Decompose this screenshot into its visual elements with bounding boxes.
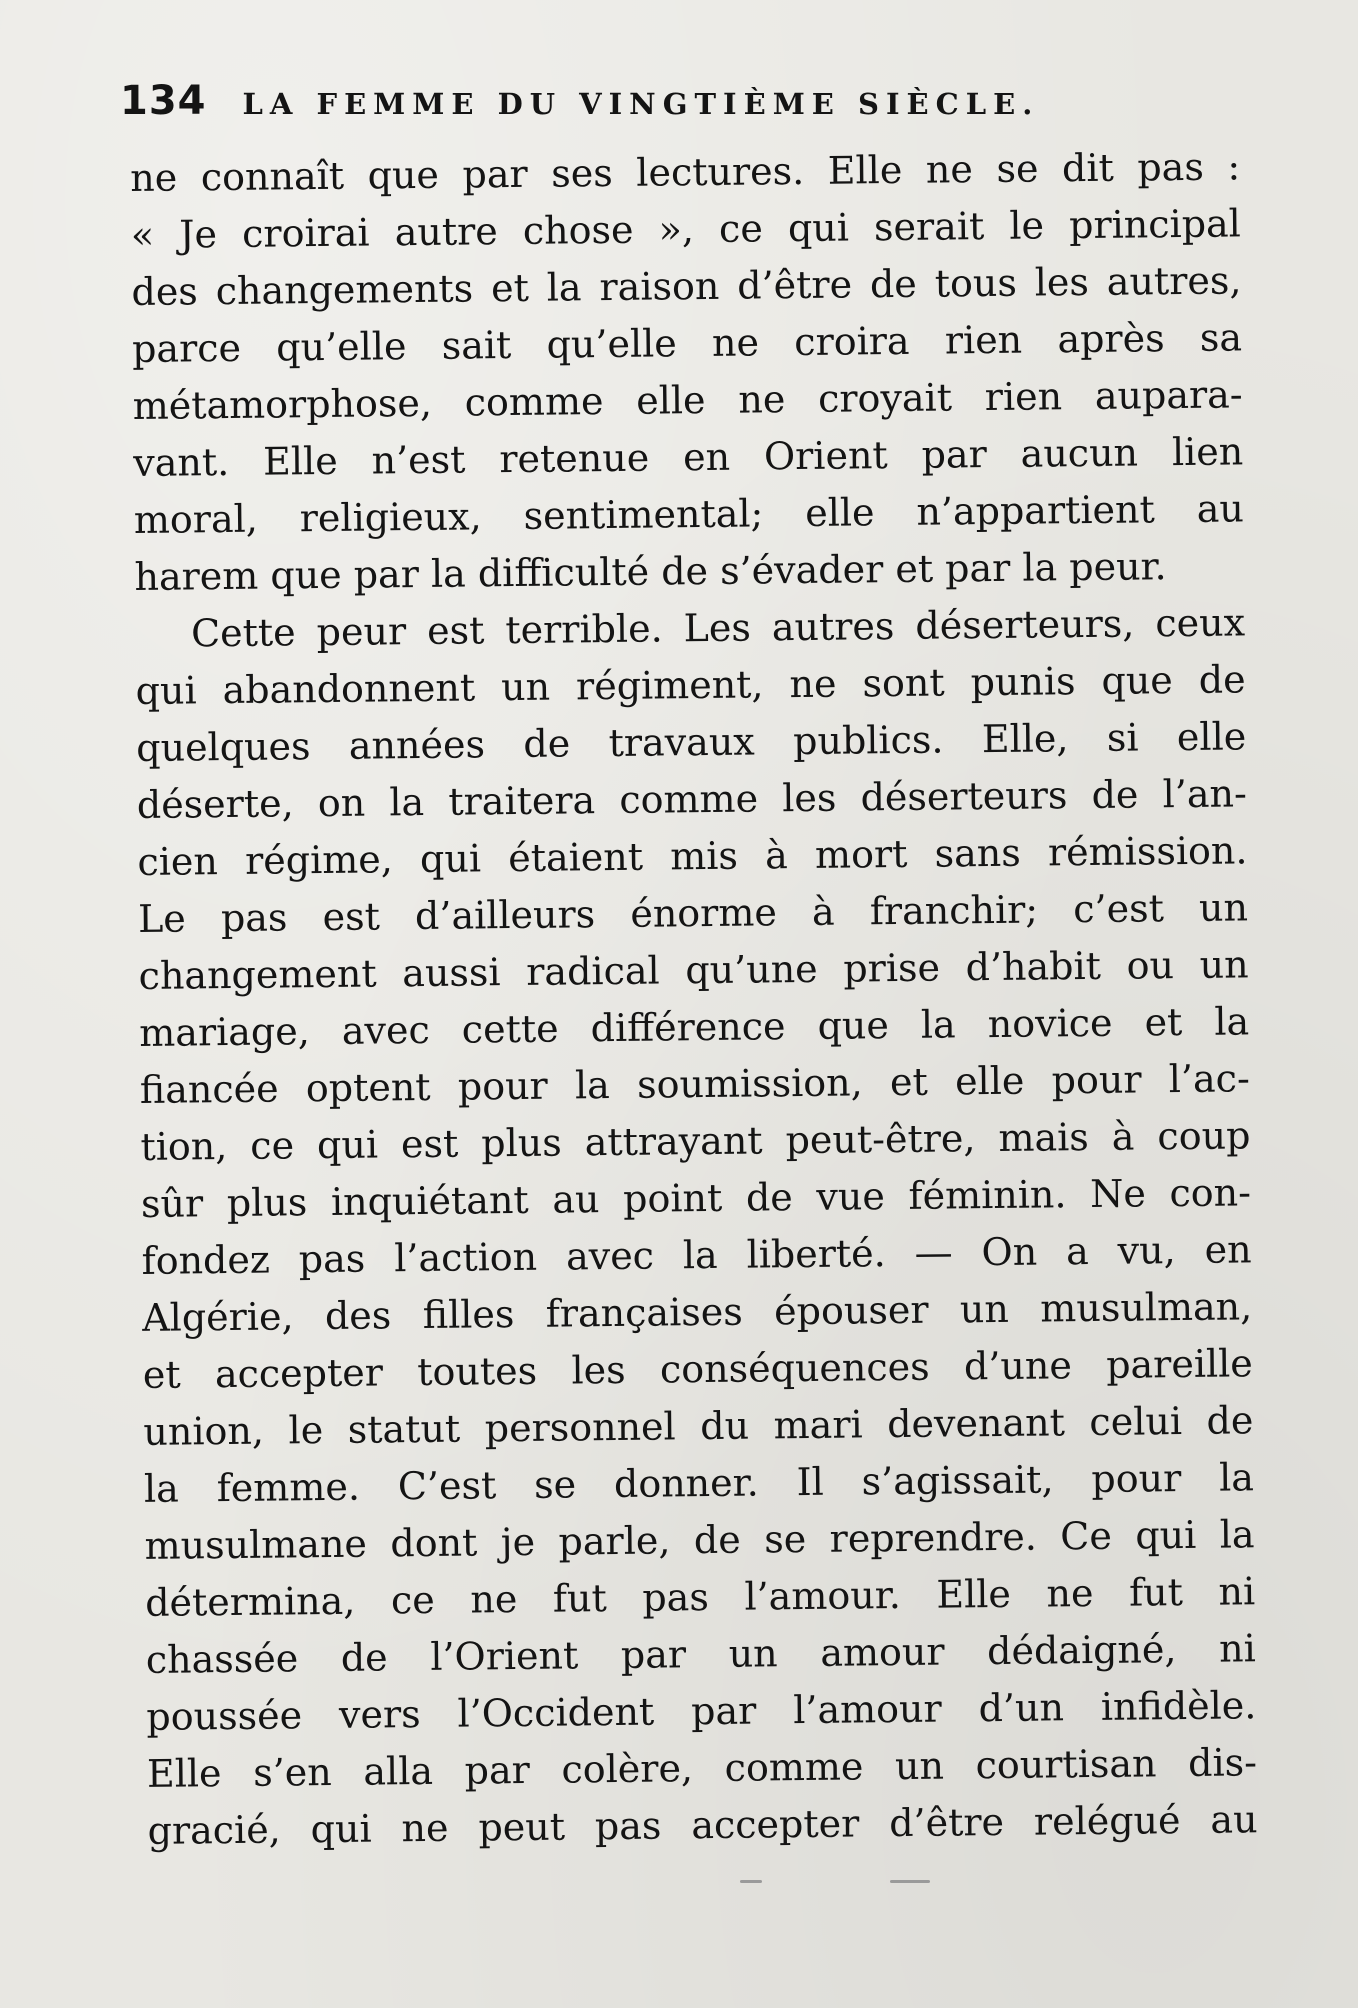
- running-head: LA FEMME DU VINGTIÈME SIÈCLE.: [242, 87, 1040, 121]
- text-line: poussée vers l’Occident par l’amour d’un infidèle.: [146, 1683, 1257, 1739]
- paper-speck: [890, 1880, 930, 1883]
- text-line: vant. Elle n’est retenue en Orient par aucun lien: [133, 429, 1244, 485]
- page-number: 134: [120, 78, 207, 124]
- text-line: la femme. C’est se donner. Il s’agissait, pour la: [143, 1455, 1255, 1511]
- text-line: qui abandonnent un régiment, ne sont punis que de: [135, 657, 1246, 713]
- paper-speck: [740, 1880, 762, 1883]
- text-line: tion, ce qui est plus attrayant peut-être, mais à coup: [140, 1113, 1251, 1169]
- text-line: ne connaît que par ses lectures. Elle ne se dit pas :: [130, 144, 1241, 200]
- text-line: métamorphose, comme elle ne croyait rien aupara-: [132, 372, 1243, 428]
- text-line: sûr plus inquiétant au point de vue féminin. Ne con-: [140, 1170, 1252, 1226]
- body-text: [130, 138, 1258, 1860]
- paper-specks: [740, 1880, 940, 1890]
- text-line: fondez pas l’action avec la liberté. — On a vu, en: [141, 1227, 1252, 1283]
- text-line: parce qu’elle sait qu’elle ne croira rien après sa: [131, 315, 1243, 371]
- text-line: mariage, avec cette différence que la novice et la: [139, 999, 1250, 1055]
- text-line: déserte, on la traitera comme les déserteurs de l’an-: [136, 771, 1248, 827]
- text-line: Cette peur est terrible. Les autres déserteurs, ceux: [190, 600, 1246, 656]
- text-line: union, le statut personnel du mari devenant celui de: [143, 1398, 1254, 1454]
- text-line: gracié, qui ne peut pas accepter d’être relégué au: [147, 1797, 1258, 1853]
- text-line: Le pas est d’ailleurs énorme à franchir; c’est un: [137, 885, 1249, 941]
- text-line: musulmane dont je parle, de se reprendre. Ce qui la: [144, 1512, 1255, 1568]
- text-line: moral, religieux, sentimental; elle n’appartient au: [133, 486, 1245, 542]
- text-line: fiancée optent pour la soumission, et elle pour l’ac-: [139, 1056, 1251, 1112]
- text-line: Algérie, des filles françaises épouser un musulman,: [142, 1284, 1253, 1340]
- text-line: chassée de l’Orient par un amour dédaigné, ni: [145, 1626, 1256, 1682]
- text-line: des changements et la raison d’être de tous les autres,: [131, 258, 1242, 314]
- text-line: Elle s’en alla par colère, comme un courtisan dis-: [146, 1740, 1258, 1796]
- page-header: [120, 78, 1220, 128]
- text-line: « Je croirai autre chose », ce qui serait le principal: [130, 201, 1242, 257]
- text-line: détermina, ce ne fut pas l’amour. Elle ne fut ni: [144, 1569, 1256, 1625]
- text-line: changement aussi radical qu’une prise d’habit ou un: [138, 942, 1249, 998]
- text-line: cien régime, qui étaient mis à mort sans rémission.: [137, 828, 1248, 884]
- text-line: quelques années de travaux publics. Elle, si elle: [136, 714, 1247, 770]
- text-line: et accepter toutes les conséquences d’une pareille: [142, 1341, 1253, 1397]
- text-line: harem que par la difficulté de s’évader et par la peur.: [134, 544, 1167, 599]
